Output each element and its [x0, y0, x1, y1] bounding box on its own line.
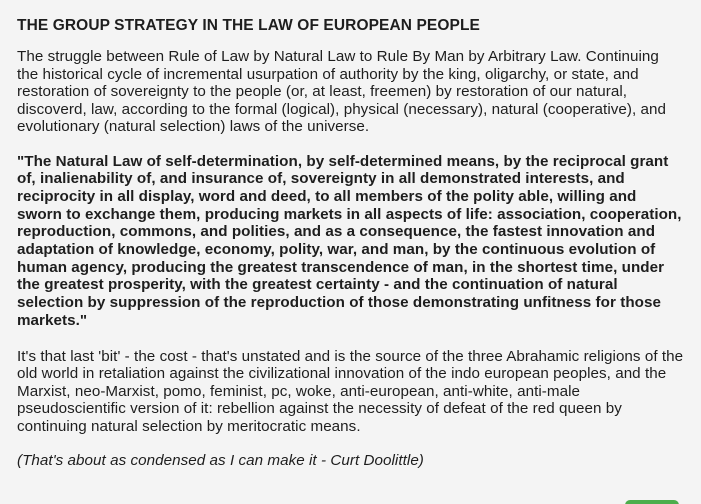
natural-law-quote: "The Natural Law of self-determination, by self-determined means, by the reciprocal grant of, inalienability of, and insurance of, sovereignty in all demonstrated interests, and reciprocity in all display, word and deed, to all members of the polity able, willing and sworn to exchange them, producing markets in all aspects of life: association, cooperation, reproduction, commons, and polities, and as a consequence, the fastest innovation and adaptation of knowledge, economy, polity, war, and man, by the continuous evolution of human agency, producing the greatest transcendence of man, in the shortest time, under the greatest prosperity, with the greatest certainty - and the continuation of natural selection by suppression of the reproduction of those demonstrating unfitness for those markets." [17, 152, 682, 329]
intro-paragraph: The struggle between Rule of Law by Natural Law to Rule By Man by Arbitrary Law. Continuing the historical cycle of incremental usurpation of authority by the king, oligarchy, or state, and restoration of sovereignty to the people (or, at least, freemen) by restoration of our natural, discoverd, law, according to the formal (logical), physical (necessary), natural (cooperative), and evolutionary (natural selection) laws of the universe. [17, 48, 667, 135]
document-title: THE GROUP STRATEGY IN THE LAW OF EUROPEAN PEOPLE [17, 17, 480, 34]
action-button[interactable] [625, 500, 679, 504]
author-signature: (That's about as condensed as I can make it - Curt Doolittle) [17, 452, 424, 470]
commentary-paragraph: It's that last 'bit' - the cost - that's unstated and is the source of the three Abrahamic religions of the old world in retaliation against the civilizational innovation of the indo european peoples, and the Marxist, neo-Marxist, pomo, feminist, pc, woke, anti-european, anti-white, anti-male pseudoscientific version of it: rebellion against the necessity of defeat of the red queen by continuing natural selection by meritocratic means. [17, 347, 684, 435]
